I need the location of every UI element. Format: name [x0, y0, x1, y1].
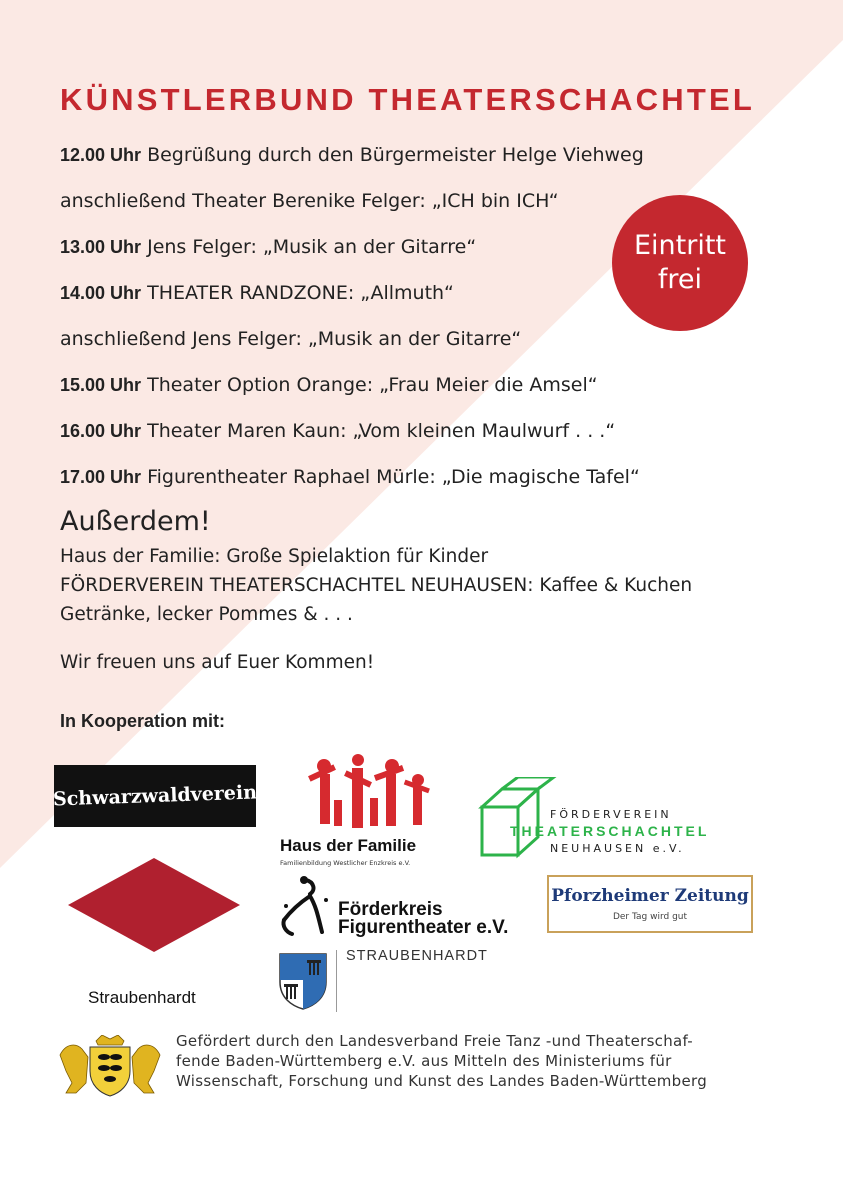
program-time: 13.00 Uhr — [60, 237, 142, 257]
program-text: Begrüßung durch den Bürgermeister Helge Viehweg — [141, 144, 644, 166]
foerderkreis-figurentheater-logo — [276, 876, 536, 938]
foerderverein-line3: NEUHAUSEN e.V. — [550, 842, 685, 855]
program-text: Theater Maren Kaun: „Vom kleinen Maulwurf . . .“ — [141, 420, 616, 442]
extras-heading: Außerdem! — [60, 506, 211, 537]
funding-line: fende Baden-Württemberg e.V. aus Mitteln des Ministeriums für — [176, 1052, 672, 1070]
program-time: 14.00 Uhr — [60, 283, 142, 303]
program-item — [60, 416, 780, 462]
pforzheimer-zeitung-slogan: Der Tag wird gut — [612, 912, 688, 922]
extras-item: Getränke, lecker Pommes & . . . — [60, 604, 353, 625]
program-text: Theater Option Orange: „Frau Meier die Amsel“ — [141, 374, 598, 396]
program-item — [60, 462, 780, 508]
funding-line: Wissenschaft, Forschung und Kunst des Landes Baden-Württemberg — [176, 1072, 708, 1090]
haus-der-familie-logo — [278, 754, 458, 872]
family-figures-icon — [306, 754, 436, 834]
welcome-text: Wir freuen uns auf Euer Kommen! — [60, 652, 375, 673]
program-item — [60, 140, 780, 186]
cooperation-heading: In Kooperation mit: — [60, 711, 225, 731]
straubenhardt-crest-text: STRAUBENHARDT — [346, 948, 488, 964]
extras-list — [60, 542, 692, 629]
free-entry-badge — [612, 195, 748, 331]
haus-der-familie-name: Haus der Familie — [280, 836, 417, 855]
baden-wuerttemberg-crest-icon — [56, 1035, 164, 1097]
pforzheimer-zeitung-name: Pforzheimer Zeitung — [551, 886, 749, 906]
pforzheimer-zeitung-logo — [547, 875, 753, 933]
schwarzwaldverein-logo — [54, 765, 256, 827]
puppet-figure-icon — [276, 876, 334, 938]
straubenhardt-shield-icon — [278, 952, 328, 1010]
program-time: 12.00 Uhr — [60, 145, 142, 165]
badge-line: frei — [657, 264, 703, 295]
extras-item: FÖRDERVEREIN THEATERSCHACHTEL NEUHAUSEN: Kaffee & Kuchen — [60, 575, 693, 596]
straubenhardt-crest-logo — [278, 948, 518, 1014]
program-text: THEATER RANDZONE: „Allmuth“ — [141, 282, 454, 304]
crest-divider — [336, 950, 337, 1012]
program-time: 16.00 Uhr — [60, 421, 142, 441]
program-time: 15.00 Uhr — [60, 375, 142, 395]
straubenhardt-label: Straubenhardt — [88, 988, 196, 1007]
page-title: KÜNSTLERBUND THEATERSCHACHTEL — [60, 82, 755, 117]
foerderverein-line2: THEATERSCHACHTEL — [510, 823, 710, 839]
straubenhardt-diamond-logo — [68, 858, 240, 952]
foerderkreis-line1: Förderkreis — [338, 899, 443, 920]
foerderverein-logo — [478, 775, 748, 860]
program-text: Jens Felger: „Musik an der Gitarre“ — [141, 236, 477, 258]
haus-der-familie-subtitle: Familienbildung Westlicher Enzkreis e.V. — [280, 859, 411, 867]
program-text: anschließend Jens Felger: „Musik an der Gitarre“ — [60, 328, 522, 350]
extras-item: Haus der Familie: Große Spielaktion für Kinder — [60, 546, 489, 567]
funding-notice — [176, 1031, 816, 1091]
green-box-icon — [478, 777, 558, 859]
badge-line: Eintritt — [633, 230, 727, 261]
funding-line: Gefördert durch den Landesverband Freie Tanz -und Theaterschaf- — [176, 1032, 693, 1050]
foerderkreis-line2: Figurentheater e.V. — [338, 917, 509, 938]
program-item — [60, 370, 780, 416]
program-time: 17.00 Uhr — [60, 467, 142, 487]
program-item — [60, 324, 780, 370]
foerderverein-line1: FÖRDERVEREIN — [550, 808, 672, 821]
schwarzwaldverein-text: Schwarzwaldverein — [52, 781, 258, 811]
program-text: anschließend Theater Berenike Felger: „ICH bin ICH“ — [60, 190, 559, 212]
program-text: Figurentheater Raphael Mürle: „Die magische Tafel“ — [141, 466, 640, 488]
